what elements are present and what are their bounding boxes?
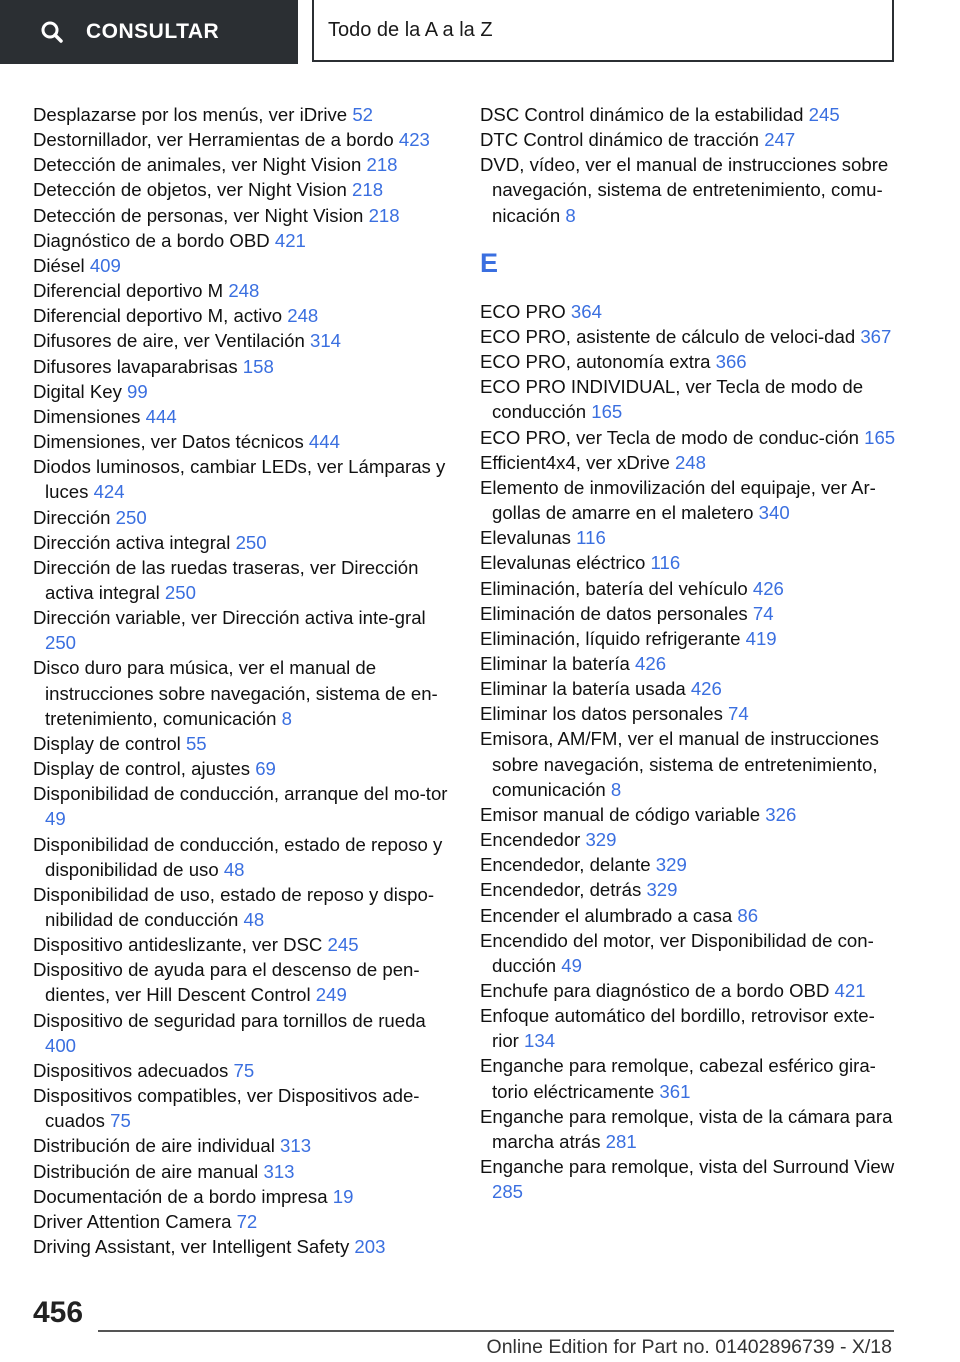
index-entry-text: DSC Control dinámico de la estabilidad: [480, 104, 809, 125]
index-entry: [33, 1209, 453, 1234]
index-entry: [33, 957, 453, 1007]
index-entry-text: Distribución de aire manual: [33, 1160, 264, 1182]
page-link[interactable]: 245: [808, 104, 840, 125]
page-link[interactable]: 248: [674, 451, 706, 473]
consult-button[interactable]: [0, 0, 298, 64]
index-entry: [480, 1104, 900, 1154]
index-entry: [480, 425, 900, 450]
page-link[interactable]: 366: [715, 351, 747, 373]
page-link[interactable]: 250: [235, 531, 267, 553]
index-entry: [480, 701, 900, 726]
page-link[interactable]: 444: [145, 405, 177, 427]
page-link[interactable]: 250: [164, 581, 196, 603]
index-entry-text: Dispositivo de seguridad para tornillos de rueda: [33, 1009, 426, 1031]
page-link[interactable]: 8: [610, 778, 622, 800]
index-entry: [33, 379, 453, 404]
page-link[interactable]: 248: [287, 305, 319, 327]
index-entry-text: Detección de objetos, ver Night Vision: [33, 179, 353, 201]
page-link[interactable]: 329: [646, 879, 678, 901]
index-entry-text: Encendedor: [480, 829, 586, 851]
index-entry: [480, 475, 900, 525]
index-entry-text: Disponibilidad de conducción, estado de reposo y disponibilidad de uso: [33, 833, 443, 880]
tab-a-to-z-label: Todo de la A a la Z: [328, 18, 493, 41]
page-link[interactable]: 423: [398, 129, 430, 151]
page-link[interactable]: 419: [745, 627, 777, 649]
index-entry: [33, 102, 453, 127]
index-entry-text: Digital Key: [33, 380, 128, 402]
index-entry: [480, 903, 900, 928]
page-link[interactable]: 247: [764, 129, 796, 151]
index-entry-text: Elevalunas eléctrico: [480, 552, 651, 574]
edition-note: Online Edition for Part no. 01402896739 - X/18: [486, 1336, 892, 1358]
index-entry: [33, 253, 453, 278]
index-entry: [33, 1058, 453, 1083]
index-entry-text: Dirección variable, ver Dirección activa inte-gral: [33, 607, 426, 629]
page-link[interactable]: 134: [524, 1030, 556, 1052]
index-entry-text: Eliminar la batería: [480, 652, 636, 674]
page-link[interactable]: 326: [765, 803, 797, 825]
page-link[interactable]: 285: [492, 1181, 524, 1203]
page-link[interactable]: 165: [864, 426, 896, 448]
index-entry-text: Diferencial deportivo M: [33, 280, 229, 302]
index-entry-text: Enganche para remolque, vista del Surround View: [480, 1156, 895, 1178]
page-link[interactable]: 426: [635, 652, 667, 674]
index-entry-text: Dimensiones: [33, 405, 146, 427]
page-link[interactable]: 218: [368, 204, 400, 226]
index-entry-text: DVD, vídeo, ver el manual de instrucciones sobre navegación, sistema de entretenimiento, comu-nicación: [480, 154, 889, 226]
index-entry: [480, 726, 900, 801]
page-link[interactable]: 250: [115, 506, 147, 528]
page-link[interactable]: 340: [758, 502, 790, 524]
index-entry: [33, 1133, 453, 1158]
page-link[interactable]: 364: [570, 300, 602, 322]
page-link[interactable]: 218: [366, 154, 398, 176]
index-entry-text: Dirección de las ruedas traseras, ver Dirección activa integral: [33, 556, 419, 603]
page-link[interactable]: 313: [280, 1135, 312, 1157]
page-link[interactable]: 250: [45, 632, 77, 654]
index-entry-text: Diésel: [33, 254, 90, 276]
index-entry-text: ECO PRO, ver Tecla de modo de conduc-ción: [480, 426, 865, 448]
index-entry: [33, 882, 453, 932]
page-link[interactable]: 99: [127, 380, 148, 402]
index-entry: [33, 152, 453, 177]
page-link[interactable]: 75: [233, 1059, 255, 1081]
page-link[interactable]: 281: [605, 1130, 637, 1152]
index-entry-text: Driver Attention Camera: [33, 1210, 237, 1232]
index-entry: [480, 928, 900, 978]
index-entry: [480, 102, 900, 127]
index-entry-text: ECO PRO, asistente de cálculo de veloci-dad: [480, 325, 861, 347]
index-entry-text: Encendedor, delante: [480, 854, 656, 876]
page-link[interactable]: 74: [752, 602, 774, 624]
index-entry: [480, 601, 900, 626]
index-entry: [480, 877, 900, 902]
index-entry-text: Eliminación de datos personales: [480, 602, 753, 624]
page-link[interactable]: 8: [565, 204, 576, 226]
index-entry: [480, 1154, 900, 1204]
index-entry: [33, 1083, 453, 1133]
index-entry: [480, 978, 900, 1003]
index-entry-text: Encender el alumbrado a casa: [480, 904, 738, 926]
index-entry: [480, 127, 900, 152]
index-entry: [480, 802, 900, 827]
index-entry-text: Dispositivo antideslizante, ver DSC: [33, 934, 328, 956]
page-link[interactable]: 19: [332, 1185, 354, 1207]
page-link[interactable]: 48: [243, 909, 265, 930]
page-number: 456: [33, 1296, 84, 1329]
tab-a-to-z[interactable]: [312, 0, 894, 62]
page-link[interactable]: 72: [236, 1210, 258, 1232]
page-link[interactable]: 218: [352, 179, 384, 201]
index-entry: [480, 349, 900, 374]
index-entry: [33, 278, 453, 303]
index-entry: [480, 1053, 900, 1103]
index-entry-text: ECO PRO: [480, 300, 571, 322]
consult-label: CONSULTAR: [86, 20, 220, 43]
index-entry-text: Elemento de inmovilización del equipaje, ver Ar-gollas de amarre en el maletero: [480, 476, 876, 524]
index-entry: [480, 651, 900, 676]
index-entry: [33, 127, 453, 152]
index-entry-text: Desplazarse por los menús, ver iDrive: [33, 104, 353, 125]
index-entry: [480, 525, 900, 550]
index-entry: [33, 328, 453, 353]
index-entry: [480, 827, 900, 852]
index-entry-text: Eliminación, batería del vehículo: [480, 577, 753, 599]
page-link[interactable]: 426: [690, 678, 722, 700]
index-entry: [33, 655, 453, 730]
footer-divider: [98, 1330, 894, 1332]
page-link[interactable]: 421: [834, 980, 866, 1001]
index-entry: [480, 1003, 900, 1053]
header-bar: [0, 0, 960, 68]
index-entry-text: Diagnóstico de a bordo OBD: [33, 229, 275, 251]
index-entry: [33, 1008, 453, 1058]
search-icon: [40, 20, 64, 44]
page-link[interactable]: 249: [315, 984, 347, 1006]
index-entry: [33, 756, 453, 781]
index-entry: [33, 177, 453, 202]
index-entry: [480, 676, 900, 701]
page-link[interactable]: 49: [45, 808, 66, 830]
index-entry-text: Eliminar la batería usada: [480, 678, 691, 700]
page-link[interactable]: 314: [309, 330, 342, 352]
index-entry: [33, 1234, 453, 1259]
index-entry: [33, 505, 453, 530]
index-entry-text: Eliminar los datos personales: [480, 703, 729, 725]
index-entry-text: Detección de animales, ver Night Vision: [33, 154, 367, 176]
section-letter: E: [480, 247, 499, 278]
index-entry-text: ECO PRO, autonomía extra: [480, 351, 716, 373]
index-entry: [480, 299, 900, 324]
index-entry-text: Emisor manual de código variable: [480, 803, 766, 825]
index-entry-text: Difusores lavaparabrisas: [33, 355, 243, 377]
index-entry: [33, 1159, 453, 1184]
page-link[interactable]: 426: [752, 577, 784, 599]
index-entry: [480, 550, 900, 575]
index-entry: [480, 852, 900, 877]
page-link[interactable]: 361: [659, 1080, 691, 1102]
page-link[interactable]: 48: [223, 858, 245, 880]
page-link[interactable]: 409: [89, 254, 121, 276]
index-entry-text: Dispositivos adecuados: [33, 1059, 234, 1081]
index-entry: [33, 530, 453, 555]
index-entry-text: Enchufe para diagnóstico de a bordo OBD: [480, 980, 835, 1001]
index-column-right: [480, 102, 900, 1204]
page-link[interactable]: 313: [263, 1160, 295, 1182]
page-link[interactable]: 444: [308, 431, 340, 453]
index-entry-text: Driving Assistant, ver Intelligent Safety: [33, 1236, 355, 1258]
page-link[interactable]: 248: [228, 280, 260, 302]
index-entry-text: Encendido del motor, ver Disponibilidad de con-ducción: [480, 929, 874, 976]
page-link[interactable]: 74: [728, 703, 749, 725]
index-entry-text: Elevalunas: [480, 527, 577, 549]
index-group-d: [480, 102, 900, 228]
index-entry: [33, 203, 453, 228]
page-link[interactable]: 69: [255, 758, 276, 780]
page-link[interactable]: 165: [591, 401, 623, 423]
index-entry-text: Distribución de aire individual: [33, 1135, 281, 1157]
index-entry: [33, 832, 453, 882]
index-entry-text: Dirección activa integral: [33, 531, 236, 553]
index-entry-text: Diodos luminosos, cambiar LEDs, ver Lámparas y luces: [33, 456, 446, 503]
page-link[interactable]: 424: [93, 481, 125, 503]
index-entry: [33, 228, 453, 253]
index-entry-text: Enganche para remolque, cabezal esférico gira-torio eléctricamente: [480, 1055, 876, 1102]
index-entry-text: Dimensiones, ver Datos técnicos: [33, 431, 309, 453]
index-entry: [480, 576, 900, 601]
index-entry: [480, 374, 900, 424]
index-entry: [480, 450, 900, 475]
index-entry: [33, 354, 453, 379]
index-entry: [480, 626, 900, 651]
index-entry-text: Dispositivo de ayuda para el descenso de pen-dientes, ver Hill Descent Control: [33, 959, 420, 1006]
index-entry-text: Display de control, ajustes: [33, 758, 256, 780]
index-entry-text: Diferencial deportivo M, activo: [33, 305, 288, 327]
index-entry: [33, 555, 453, 605]
index-entry: [33, 454, 453, 504]
index-entry-text: Enganche para remolque, vista de la cámara para marcha atrás: [480, 1105, 893, 1152]
index-entry-text: Display de control: [33, 732, 186, 754]
page-link[interactable]: 245: [327, 934, 359, 956]
index-entry: [33, 605, 453, 655]
page-link[interactable]: 116: [576, 527, 606, 549]
index-entry-text: Disponibilidad de uso, estado de reposo y dispo-nibilidad de conducción: [33, 883, 435, 930]
index-entry-text: Encendedor, detrás: [480, 879, 647, 901]
page-link[interactable]: 8: [281, 707, 293, 729]
index-entry: [480, 324, 900, 349]
page-link[interactable]: 55: [185, 732, 207, 754]
page-link[interactable]: 158: [242, 355, 274, 377]
index-entry-text: Documentación de a bordo impresa: [33, 1185, 333, 1207]
page-link[interactable]: 52: [352, 104, 373, 125]
index-entry: [33, 932, 453, 957]
index-entry: [33, 303, 453, 328]
index-entry-text: Difusores de aire, ver Ventilación: [33, 330, 310, 352]
index-entry-text: Enfoque automático del bordillo, retrovisor exte-rior: [480, 1005, 875, 1052]
index-entry: [33, 781, 453, 831]
index-entry-text: Emisora, AM/FM, ver el manual de instrucciones sobre navegación, sistema de entretenimiento, comunicación: [480, 728, 879, 800]
index-entry-text: Efficient4x4, ver xDrive: [480, 451, 675, 473]
index-entry-text: ECO PRO INDIVIDUAL, ver Tecla de modo de conducción: [480, 376, 864, 423]
index-entry-text: Detección de personas, ver Night Vision: [33, 204, 369, 226]
index-entry-text: Dirección: [33, 506, 116, 528]
index-entry: [33, 1184, 453, 1209]
index-entry-text: Disponibilidad de conducción, arranque del mo-tor: [33, 783, 448, 805]
page-link[interactable]: 329: [585, 829, 617, 851]
index-entry-text: Dispositivos compatibles, ver Dispositivos ade-cuados: [33, 1085, 420, 1132]
index-entry-text: Destornillador, ver Herramientas de a bordo: [33, 129, 399, 151]
page-link[interactable]: 329: [655, 854, 687, 876]
index-group-e: [480, 299, 900, 1205]
page-link[interactable]: 400: [45, 1034, 77, 1056]
index-entry: [33, 731, 453, 756]
page-link[interactable]: 86: [737, 904, 759, 926]
index-entry: [33, 404, 453, 429]
index-entry-text: DTC Control dinámico de tracción: [480, 129, 765, 151]
page-link[interactable]: 421: [274, 229, 306, 251]
page-link[interactable]: 75: [110, 1110, 131, 1132]
page-link[interactable]: 203: [354, 1236, 386, 1258]
index-entry: [480, 152, 900, 227]
index-entry-text: Eliminación, líquido refrigerante: [480, 627, 746, 649]
page-link[interactable]: 367: [860, 325, 892, 347]
index-entry-text: Disco duro para música, ver el manual de instrucciones sobre navegación, sistema de en-tretenimiento, comunicación: [33, 657, 438, 729]
index-entry: [33, 429, 453, 454]
page-link[interactable]: 49: [561, 954, 582, 976]
page-link[interactable]: 116: [650, 552, 681, 574]
index-column-left: [33, 102, 453, 1259]
